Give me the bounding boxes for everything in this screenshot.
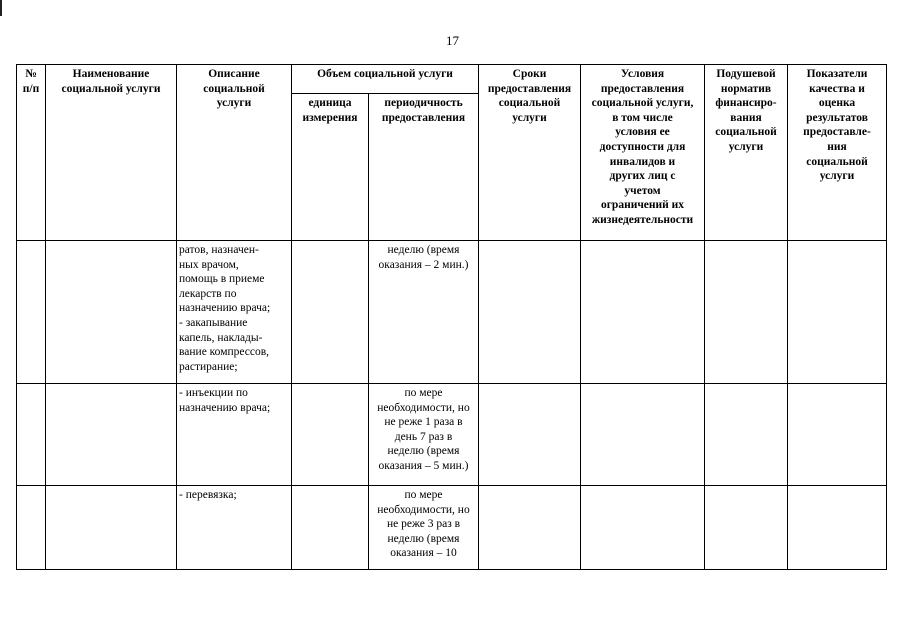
- cell-description: ратов, назначен- ных врачом, помощь в приеме лекарств по назначению врача; - закапывание капель, наклады- вание компрессов, растирание;: [177, 241, 292, 384]
- cell-terms: [479, 384, 581, 486]
- cell-unit: [292, 486, 369, 570]
- cell-description: - перевязка;: [177, 486, 292, 570]
- cell-num: [17, 384, 46, 486]
- cell-unit: [292, 241, 369, 384]
- scan-edge-mark: [0, 0, 2, 16]
- cell-terms: [479, 241, 581, 384]
- cell-num: [17, 486, 46, 570]
- cell-norm: [705, 241, 788, 384]
- cell-conditions: [581, 384, 705, 486]
- cell-name: [46, 486, 177, 570]
- header-volume: Объем социальной услуги: [292, 65, 479, 94]
- cell-description: - инъекции по назначению врача;: [177, 384, 292, 486]
- cell-name: [46, 241, 177, 384]
- header-indicators: Показатели качества и оценка результатов предоставле- ния социальной услуги: [788, 65, 887, 241]
- cell-name: [46, 384, 177, 486]
- cell-num: [17, 241, 46, 384]
- cell-conditions: [581, 241, 705, 384]
- header-norm: Подушевой норматив финансиро- вания социальной услуги: [705, 65, 788, 241]
- cell-frequency: по мере необходимости, но не реже 1 раза в день 7 раз в неделю (время оказания – 5 мин.): [369, 384, 479, 486]
- header-description: Описание социальной услуги: [177, 65, 292, 241]
- social-services-table: [16, 64, 887, 570]
- cell-unit: [292, 384, 369, 486]
- header-unit: единица измерения: [292, 94, 369, 241]
- cell-conditions: [581, 486, 705, 570]
- cell-indicators: [788, 486, 887, 570]
- header-conditions: Условия предоставления социальной услуги, в том числе условия ее доступности для инвалидов и других лиц с учетом ограничений их жизнедеятельности: [581, 65, 705, 241]
- cell-norm: [705, 384, 788, 486]
- header-terms: Сроки предоставления социальной услуги: [479, 65, 581, 241]
- header-row: [17, 65, 887, 94]
- cell-frequency: неделю (время оказания – 2 мин.): [369, 241, 479, 384]
- page-number: 17: [446, 33, 459, 48]
- cell-terms: [479, 486, 581, 570]
- header-name: Наименование социальной услуги: [46, 65, 177, 241]
- cell-norm: [705, 486, 788, 570]
- table-row: [17, 486, 887, 570]
- cell-indicators: [788, 241, 887, 384]
- cell-frequency: по мере необходимости, но не реже 3 раз в неделю (время оказания – 10: [369, 486, 479, 570]
- table-row: [17, 384, 887, 486]
- header-frequency: периодичность предоставления: [369, 94, 479, 241]
- header-num: № п/п: [17, 65, 46, 241]
- table-row: [17, 241, 887, 384]
- cell-indicators: [788, 384, 887, 486]
